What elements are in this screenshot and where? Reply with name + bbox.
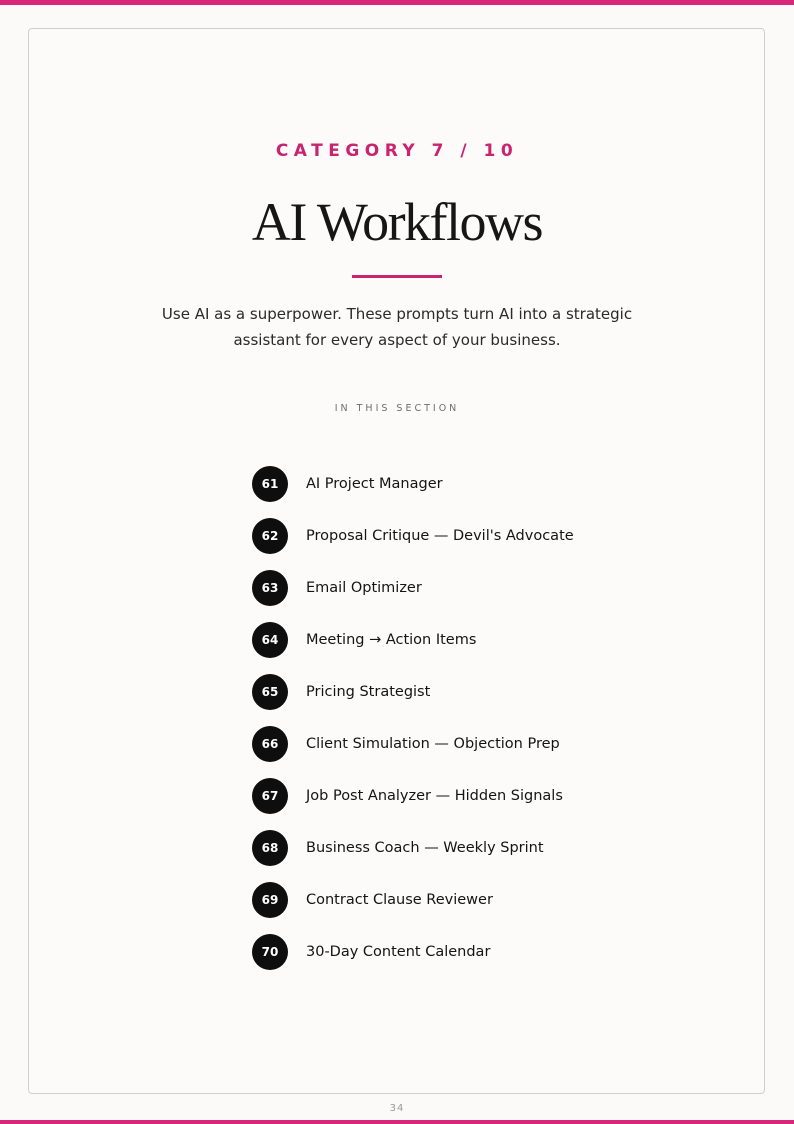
page-title: AI Workflows bbox=[251, 192, 543, 252]
toc-item[interactable] bbox=[252, 518, 672, 554]
item-label: Business Coach — Weekly Sprint bbox=[306, 840, 544, 856]
table-of-contents bbox=[252, 466, 672, 986]
item-label: 30-Day Content Calendar bbox=[306, 944, 491, 960]
bottom-accent-bar bbox=[0, 1120, 794, 1124]
toc-item[interactable] bbox=[252, 466, 672, 502]
item-label: Proposal Critique — Devil's Advocate bbox=[306, 528, 574, 544]
item-number-badge: 64 bbox=[252, 622, 288, 658]
toc-item[interactable] bbox=[252, 778, 672, 814]
toc-item[interactable] bbox=[252, 570, 672, 606]
category-eyebrow: CATEGORY 7 / 10 bbox=[275, 141, 519, 161]
item-number-badge: 68 bbox=[252, 830, 288, 866]
item-label: Client Simulation — Objection Prep bbox=[306, 736, 560, 752]
item-number-badge: 63 bbox=[252, 570, 288, 606]
toc-item[interactable] bbox=[252, 726, 672, 762]
item-number-badge: 67 bbox=[252, 778, 288, 814]
item-number-badge: 69 bbox=[252, 882, 288, 918]
toc-item[interactable] bbox=[252, 622, 672, 658]
item-number-badge: 66 bbox=[252, 726, 288, 762]
item-label: Pricing Strategist bbox=[306, 684, 431, 700]
section-label: IN THIS SECTION bbox=[334, 403, 460, 414]
item-number-badge: 65 bbox=[252, 674, 288, 710]
item-number-badge: 62 bbox=[252, 518, 288, 554]
page-number: 34 bbox=[389, 1103, 405, 1114]
item-number-badge: 61 bbox=[252, 466, 288, 502]
toc-item[interactable] bbox=[252, 934, 672, 970]
item-label: Contract Clause Reviewer bbox=[306, 892, 493, 908]
item-label: AI Project Manager bbox=[306, 476, 443, 492]
title-divider bbox=[352, 275, 442, 278]
toc-item[interactable] bbox=[252, 882, 672, 918]
category-description: Use AI as a superpower. These prompts turn AI into a strategic assistant for every aspect of your business. bbox=[161, 305, 633, 349]
item-label: Meeting → Action Items bbox=[306, 632, 477, 648]
item-label: Email Optimizer bbox=[306, 580, 422, 596]
item-number-badge: 70 bbox=[252, 934, 288, 970]
toc-item[interactable] bbox=[252, 830, 672, 866]
top-accent-bar bbox=[0, 0, 794, 5]
item-label: Job Post Analyzer — Hidden Signals bbox=[306, 788, 563, 804]
toc-item[interactable] bbox=[252, 674, 672, 710]
